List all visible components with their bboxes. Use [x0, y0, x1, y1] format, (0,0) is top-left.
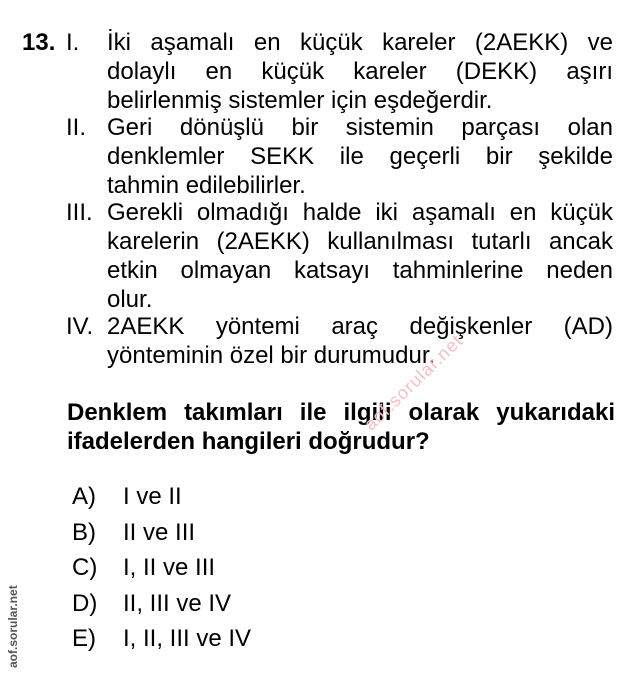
statement-line: Gerekli olmadığı halde iki aşamalı en küçük [107, 199, 613, 226]
option-letter: A) [72, 483, 96, 510]
option-c[interactable] [0, 553, 638, 583]
statement-line: dolaylı en küçük kareler (DEKK) aşırı [107, 58, 613, 85]
statement-line: tahmin edilebilirler. [107, 172, 306, 199]
option-text: I, II, III ve IV [123, 625, 252, 652]
statement-line: 2AEKK yöntemi araç değişkenler (AD) [107, 313, 613, 340]
option-letter: E) [72, 625, 96, 652]
option-e[interactable] [0, 624, 638, 654]
statement-line: etkin olmayan katsayı tahminlerine neden [107, 257, 613, 284]
statement-numeral: III. [66, 199, 93, 226]
option-text: II, III ve IV [123, 590, 232, 617]
option-text: I, II ve III [123, 554, 216, 581]
option-letter: C) [72, 554, 98, 581]
watermark: aof.sorular.net [360, 330, 467, 435]
option-d[interactable] [0, 589, 638, 619]
statement-numeral: II. [66, 114, 87, 141]
statement-numeral: I. [66, 29, 80, 56]
statement-numeral: IV. [66, 313, 94, 340]
option-a[interactable] [0, 482, 638, 512]
statement-line: yönteminin özel bir durumudur. [107, 342, 436, 369]
question-number: 13. [22, 29, 56, 56]
side-label: aof.sorular.net [6, 585, 20, 668]
option-letter: B) [72, 519, 96, 546]
statement-line: belirlenmiş sistemler için eşdeğerdir. [107, 87, 493, 114]
option-text: I ve II [123, 483, 182, 510]
question-prompt: Denklem takımları ile ilgili olarak yukarıdaki ifadelerden hangileri doğrudur? [67, 399, 615, 455]
option-letter: D) [72, 590, 98, 617]
statement-line: Geri dönüşlü bir sistemin parçası olan [107, 114, 613, 141]
option-b[interactable] [0, 518, 638, 548]
statement-line: olur. [107, 286, 153, 313]
option-text: II ve III [123, 519, 196, 546]
statement-line: karelerin (2AEKK) kullanılması tutarlı ancak [107, 228, 613, 255]
statement-line: denklemler SEKK ile geçerli bir şekilde [107, 143, 613, 170]
statement-line: İki aşamalı en küçük kareler (2AEKK) ve [107, 29, 613, 56]
